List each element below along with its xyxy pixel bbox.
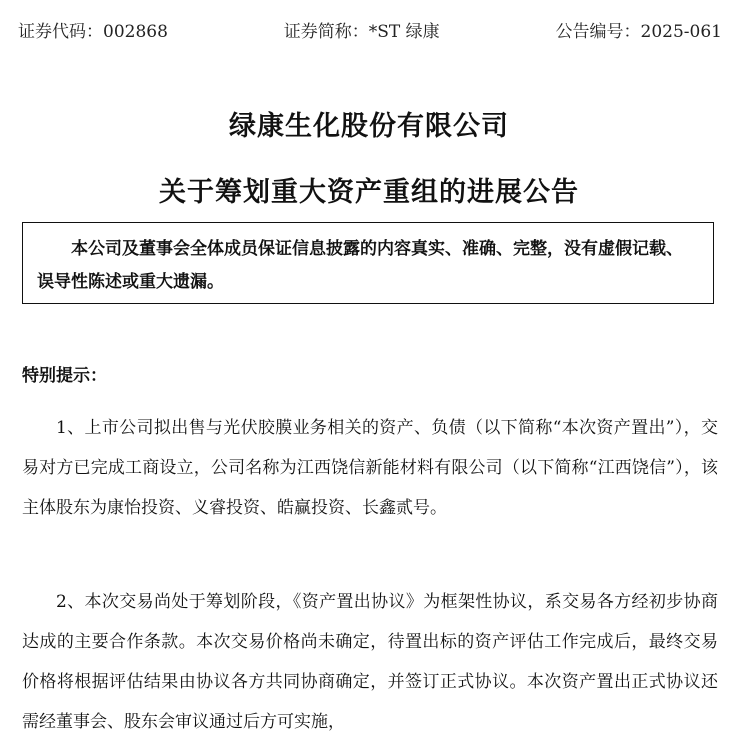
special-notice-heading: 特别提示： [22,366,107,386]
board-guarantee-notice: 本公司及董事会全体成员保证信息披露的内容真实、准确、完整，没有虚假记载、误导性陈述或重大遗漏。 [22,222,714,304]
stock-code: 证券代码：002868 [18,22,168,42]
paragraph: 1、上市公司拟出售与光伏胶膜业务相关的资产、负债（以下简称“本次资产置出”），交易对方已完成工商设立，公司名称为江西饶信新能材料有限公司（以下简称“江西饶信”），该主体股东为康怡投资、义睿投资、皓赢投资、长鑫贰号。 [22,418,718,518]
stock-short-name: 证券简称：*ST 绿康 [283,22,440,42]
company-title: 绿康生化股份有限公司 [229,111,509,142]
document-header [18,17,722,42]
notice-number: 公告编号：2025-061 [555,22,722,42]
announcement-title: 关于筹划重大资产重组的进展公告 [159,177,579,208]
paragraph: 2、本次交易尚处于筹划阶段，《资产置出协议》为框架性协议，系交易各方经初步协商达成的主要合作条款。本次交易价格尚未确定，待置出标的资产评估工作完成后，最终交易价格将根据评估结果由协议各方共同协商确定，并签订正式协议。本次资产置出正式协议还需经董事会、股东会审议通过后方可实施， [22,592,718,732]
